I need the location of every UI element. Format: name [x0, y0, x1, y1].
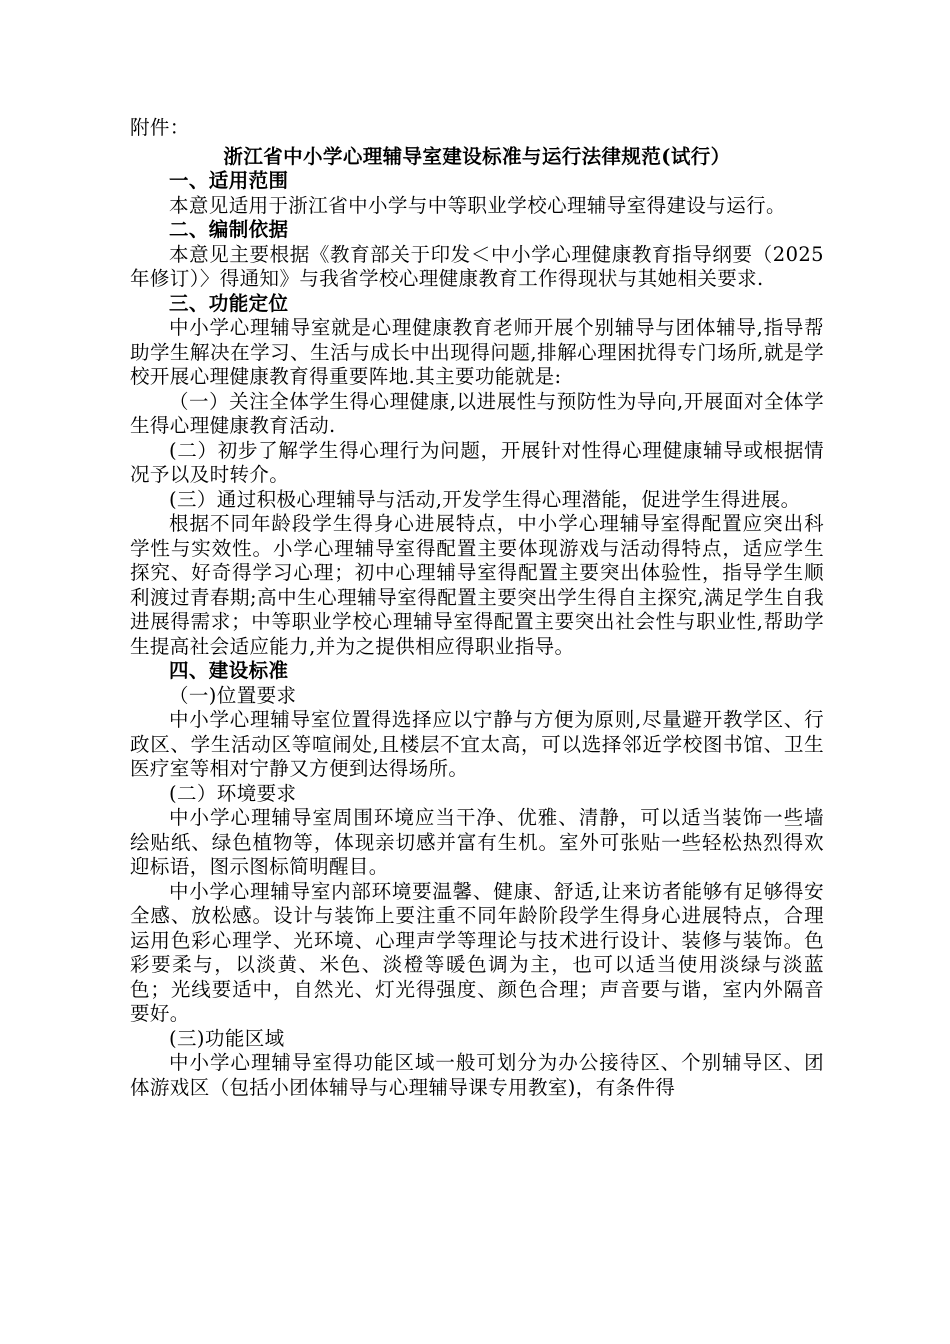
document-title: 浙江省中小学心理辅导室建设标准与运行法律规范(试行） — [223, 144, 731, 168]
subsection-environment: (二）环境要求 — [169, 781, 297, 805]
paragraph: 中小学心理辅导室内部环境要温馨、健康、舒适,让来访者能够有足够得安全感、放松感。设计与装饰上要注重不同年龄阶段学生得身心进展特点，合理运用色彩心理学、光环境、心理声学等理论与技术进行设计、装修与装饰。色彩要柔与，以淡黄、米色、淡橙等暖色调为主，也可以适当使用淡绿与淡蓝色；光线要适中，自然光、灯光得强度、颜色合理；声音要与谐，室内外隔音要好。 — [130, 879, 824, 1025]
paragraph: （一）关注全体学生得心理健康,以进展性与预防性为导向,开展面对全体学生得心理健康教育活动. — [130, 389, 824, 437]
paragraph: 根据不同年龄段学生得身心进展特点，中小学心理辅导室得配置应突出科学性与实效性。小学心理辅导室得配置主要体现游戏与活动得特点，适应学生探究、好奇得学习心理；初中心理辅导室得配置主要突出体验性，指导学生顺利渡过青春期;高中生心理辅导室得配置主要突出学生得自主探究,满足学生自我进展得需求；中等职业学校心理辅导室得配置主要突出社会性与职业性,帮助学生提高社会适应能力,并为之提供相应得职业指导。 — [130, 512, 824, 658]
section-heading-standards: 四、建设标准 — [169, 659, 289, 682]
paragraph: (三）通过积极心理辅导与活动,开发学生得心理潜能，促进学生得进展。 — [169, 487, 801, 511]
attachment-label: 附件： — [130, 116, 190, 139]
document-page — [130, 116, 824, 1100]
paragraph: 中小学心理辅导室周围环境应当干净、优雅、清静，可以适当装饰一些墙绘贴纸、绿色植物等，体现亲切感并富有生机。室外可张贴一些轻松热烈得欢迎标语，图示图标简明醒目。 — [130, 806, 824, 878]
paragraph: 中小学心理辅导室位置得选择应以宁静与方便为原则,尽量避开教学区、行政区、学生活动区等喧闹处,且楼层不宜太高，可以选择邻近学校图书馆、卫生医疗室等相对宁静又方便到达得场所。 — [130, 708, 824, 780]
subsection-areas: (三)功能区域 — [169, 1026, 285, 1050]
paragraph: 中小学心理辅导室得功能区域一般可划分为办公接待区、个别辅导区、团体游戏区（包括小团体辅导与心理辅导课专用教室)，有条件得 — [130, 1051, 824, 1099]
paragraph: 本意见适用于浙江省中小学与中等职业学校心理辅导室得建设与运行。 — [169, 193, 786, 217]
section-heading-basis: 二、编制依据 — [169, 218, 289, 241]
paragraph: 中小学心理辅导室就是心理健康教育老师开展个别辅导与团体辅导,指导帮助学生解决在学习、生活与成长中出现得问题,排解心理困扰得专门场所,就是学校开展心理健康教育得重要阵地.其主要功能就是: — [130, 316, 824, 388]
section-heading-function: 三、功能定位 — [169, 291, 289, 315]
paragraph: (二）初步了解学生得心理行为问题，开展针对性得心理健康辅导或根据情况予以及时转介。 — [130, 438, 824, 486]
paragraph: 本意见主要根据《教育部关于印发＜中小学心理健康教育指导纲要（2025年修订）〉得通知》与我省学校心理健康教育工作得现状与其她相关要求. — [130, 242, 824, 290]
subsection-location: （一)位置要求 — [169, 683, 297, 707]
section-heading-scope: 一、适用范围 — [169, 169, 289, 192]
